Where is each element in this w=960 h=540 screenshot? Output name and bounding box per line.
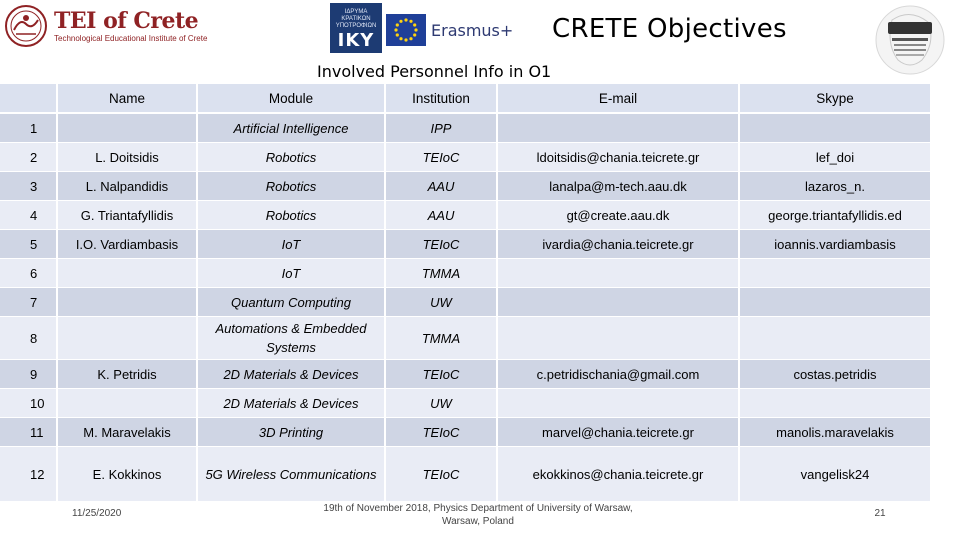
iky-small-2: ΚΡΑΤΙΚΩΝ xyxy=(341,16,371,22)
table-row xyxy=(0,360,960,388)
table-row xyxy=(0,389,960,417)
cell-module: 2D Materials & Devices xyxy=(223,395,359,411)
cell-email xyxy=(498,389,738,417)
cell-num: 12 xyxy=(30,466,45,482)
cell-skype: lazaros_n. xyxy=(805,178,865,194)
erasmus-name: Erasmus+ xyxy=(431,20,514,40)
cell-skype: vangelisk24 xyxy=(800,466,870,482)
column-header-name: Name xyxy=(108,90,145,106)
table-row xyxy=(0,447,960,501)
cell-email: ekokkinos@chania.teicrete.gr xyxy=(532,466,704,482)
cell-email xyxy=(498,259,738,287)
cell-institution: TMMA xyxy=(421,330,461,346)
cell-name: L. Doitsidis xyxy=(95,149,159,165)
table-row xyxy=(0,317,960,359)
cell-institution: AAU xyxy=(427,207,455,223)
cell-name: K. Petridis xyxy=(97,366,157,382)
cell-module: Robotics xyxy=(265,178,317,194)
cell-module: Robotics xyxy=(265,149,317,165)
iky-small-3: ΥΠΟΤΡΟΦΙΩΝ xyxy=(335,23,377,29)
table-title: Involved Personnel Info in O1 xyxy=(317,62,552,81)
table-row xyxy=(0,259,960,287)
cell-skype: george.triantafyllidis.ed xyxy=(768,207,902,223)
cell-name: E. Kokkinos xyxy=(92,466,162,482)
table-row xyxy=(0,230,960,258)
cell-email: gt@create.aau.dk xyxy=(566,207,670,223)
iky-name: IKY xyxy=(337,30,375,51)
cell-module: 3D Printing xyxy=(258,424,324,440)
table-row xyxy=(0,114,960,142)
cell-num: 9 xyxy=(30,366,38,382)
cell-email: c.petridischania@gmail.com xyxy=(536,366,700,382)
cell-num: 4 xyxy=(30,207,38,223)
cell-skype xyxy=(740,114,930,142)
cell-module: 5G Wireless Communications xyxy=(205,466,377,482)
column-header-institution: Institution xyxy=(412,90,470,106)
cell-module: IoT xyxy=(281,265,301,281)
iky-logo xyxy=(330,3,382,53)
cell-num: 11 xyxy=(30,424,44,440)
eu-flag-icon xyxy=(386,14,426,46)
cell-email xyxy=(498,317,738,359)
cell-skype xyxy=(740,288,930,316)
cell-skype: manolis.maravelakis xyxy=(776,424,894,440)
cell-num: 1 xyxy=(30,120,38,136)
footer-date: 11/25/2020 xyxy=(72,508,122,519)
cell-name: M. Maravelakis xyxy=(83,424,171,440)
cell-module: Quantum Computing xyxy=(231,294,351,310)
cell-name xyxy=(58,389,196,417)
cell-module: Artificial Intelligence xyxy=(233,120,349,136)
cell-num: 5 xyxy=(30,236,38,252)
cell-skype: ioannis.vardiambasis xyxy=(774,236,896,252)
cell-email xyxy=(498,288,738,316)
cell-institution: TEIoC xyxy=(422,424,460,440)
cell-institution: TEIoC xyxy=(422,236,460,252)
table-row xyxy=(0,418,960,446)
page-number: 21 xyxy=(874,508,886,519)
footer-event: 19th of November 2018, Physics Department of University of Warsaw, Warsaw, Poland xyxy=(323,503,633,527)
cell-num: 2 xyxy=(30,149,38,165)
cell-name: I.O. Vardiambasis xyxy=(75,236,179,252)
column-header-index xyxy=(0,84,56,112)
cell-institution: IPP xyxy=(430,120,452,136)
cell-skype xyxy=(740,259,930,287)
conference-logo-icon xyxy=(872,2,948,78)
cell-email: ivardia@chania.teicrete.gr xyxy=(542,236,694,252)
tei-crete-logo xyxy=(4,4,210,48)
erasmus-logo xyxy=(386,10,526,50)
column-header-email: E-mail xyxy=(598,90,638,106)
cell-name xyxy=(58,317,196,359)
cell-email xyxy=(498,114,738,142)
cell-skype: costas.petridis xyxy=(793,366,877,382)
slide-title: CRETE Objectives xyxy=(552,14,787,44)
table-header-row xyxy=(0,84,960,112)
cell-institution: TEIoC xyxy=(422,149,460,165)
table-row xyxy=(0,288,960,316)
iky-small-1: ΙΔΡΥΜΑ xyxy=(344,9,368,15)
cell-institution: TEIoC xyxy=(422,366,460,382)
cell-institution: TEIoC xyxy=(422,466,460,482)
table-row xyxy=(0,172,960,200)
cell-name: L. Nalpandidis xyxy=(85,178,169,194)
cell-name xyxy=(58,259,196,287)
cell-skype xyxy=(740,317,930,359)
cell-institution: AAU xyxy=(427,178,455,194)
personnel-table xyxy=(0,84,960,500)
cell-num: 6 xyxy=(30,265,38,281)
column-header-module: Module xyxy=(268,90,314,106)
cell-name xyxy=(58,114,196,142)
cell-num: 7 xyxy=(30,294,38,310)
cell-module: Automations & Embedded Systems xyxy=(215,321,367,355)
tei-name: TEI of Crete xyxy=(54,7,199,34)
cell-name: G. Triantafyllidis xyxy=(80,207,174,223)
cell-skype xyxy=(740,389,930,417)
cell-institution: UW xyxy=(430,294,452,310)
tei-seal-icon xyxy=(4,4,48,48)
cell-module: IoT xyxy=(281,236,301,252)
cell-num: 8 xyxy=(30,330,38,346)
cell-module: 2D Materials & Devices xyxy=(223,366,359,382)
cell-email: lanalpa@m-tech.aau.dk xyxy=(549,178,687,194)
cell-email: marvel@chania.teicrete.gr xyxy=(542,424,694,440)
cell-module: Robotics xyxy=(265,207,317,223)
cell-name xyxy=(58,288,196,316)
table-row xyxy=(0,143,960,171)
column-header-skype: Skype xyxy=(816,90,854,106)
table-row xyxy=(0,201,960,229)
cell-num: 3 xyxy=(30,178,38,194)
cell-num: 10 xyxy=(30,395,45,411)
cell-institution: TMMA xyxy=(421,265,461,281)
tei-subtitle: Technological Educational Institute of Crete xyxy=(54,33,208,43)
cell-skype: lef_doi xyxy=(815,149,855,165)
cell-institution: UW xyxy=(430,395,452,411)
cell-email: ldoitsidis@chania.teicrete.gr xyxy=(536,149,700,165)
